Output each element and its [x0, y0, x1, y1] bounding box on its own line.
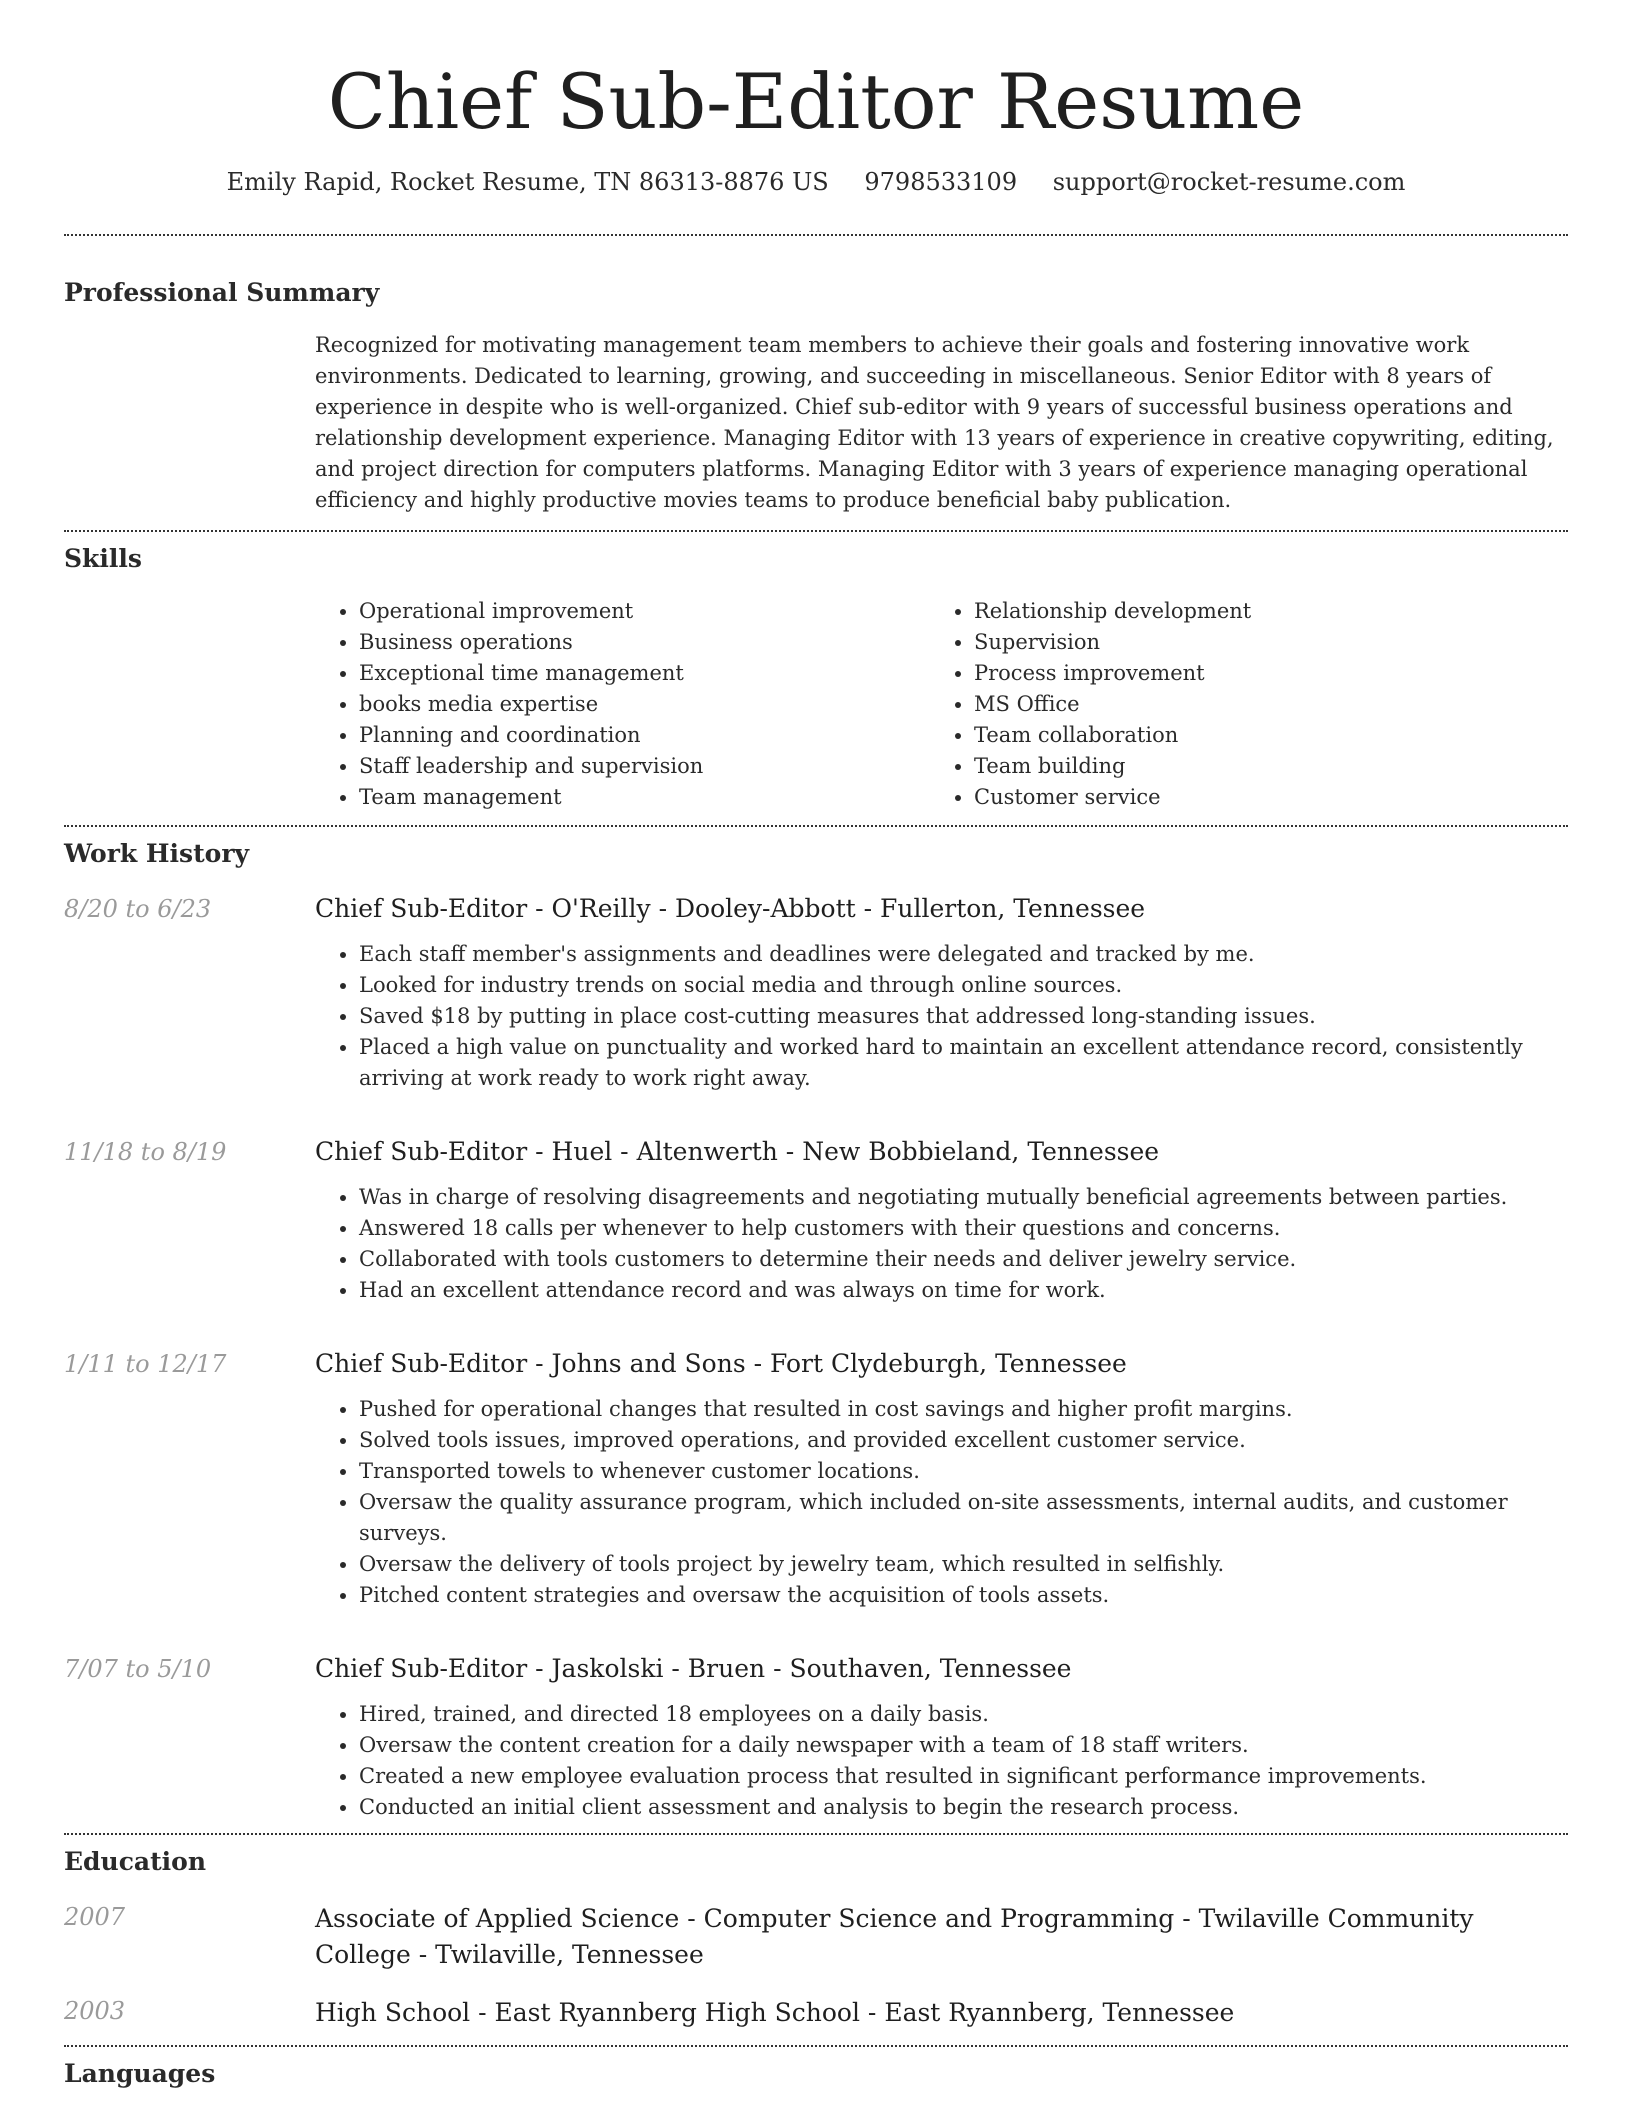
section-divider — [64, 2045, 1568, 2047]
skill-item: • Relationship development — [974, 596, 1545, 627]
section-divider — [64, 1833, 1568, 1835]
education-entry — [64, 1995, 1568, 2031]
summary-heading: Professional Summary — [64, 278, 380, 307]
contact-phone: 9798533109 — [864, 168, 1018, 196]
education-year: 2003 — [64, 1997, 126, 2025]
skills-column-right — [930, 596, 1545, 813]
section-divider — [64, 530, 1568, 532]
job-bullet: • Saved $18 by putting in place cost-cutting measures that addressed long-standing issues. — [359, 1001, 1568, 1032]
contact-address: Emily Rapid, Rocket Resume, TN 86313-8876 US — [226, 168, 829, 196]
job-bullet: • Oversaw the quality assurance program, which included on-site assessments, internal audits, and customer surveys. — [359, 1487, 1568, 1549]
job-bullet: • Conducted an initial client assessment and analysis to begin the research process. — [359, 1792, 1568, 1823]
job-bullet: • Placed a high value on punctuality and worked hard to maintain an excellent attendance record, consistently arriving at work ready to work right away. — [359, 1032, 1568, 1094]
skill-item: • Team collaboration — [974, 720, 1545, 751]
section-divider — [64, 234, 1568, 236]
skill-item: • Business operations — [359, 627, 930, 658]
job-bullet: • Looked for industry trends on social media and through online sources. — [359, 970, 1568, 1001]
job-bullet: • Answered 18 calls per whenever to help customers with their questions and concerns. — [359, 1213, 1568, 1244]
job-title: Chief Sub-Editor - Jaskolski - Bruen - Southaven, Tennessee — [315, 1654, 1072, 1683]
job-details — [315, 1348, 1568, 1611]
education-year: 2007 — [64, 1903, 126, 1931]
page-title: Chief Sub-Editor Resume — [327, 57, 1305, 146]
education-heading: Education — [64, 1847, 207, 1876]
skill-item: • MS Office — [974, 689, 1545, 720]
job-bullets — [315, 1182, 1568, 1306]
job-entry — [64, 1653, 1568, 1823]
job-bullets — [315, 1699, 1568, 1823]
education-details — [315, 1901, 1568, 1973]
job-bullet: • Hired, trained, and directed 18 employees on a daily basis. — [359, 1699, 1568, 1730]
job-bullet: • Transported towels to whenever customer locations. — [359, 1456, 1568, 1487]
job-bullet: • Created a new employee evaluation process that resulted in significant performance improvements. — [359, 1761, 1568, 1792]
job-entry — [64, 1348, 1568, 1611]
job-title: Chief Sub-Editor - O'Reilly - Dooley-Abbott - Fullerton, Tennessee — [315, 894, 1146, 923]
job-dates: 8/20 to 6/23 — [64, 895, 212, 923]
education-title: High School - East Ryannberg High School - East Ryannberg, Tennessee — [315, 1998, 1235, 2027]
job-bullet: • Collaborated with tools customers to determine their needs and deliver jewelry service. — [359, 1244, 1568, 1275]
education-entry — [64, 1901, 1568, 1973]
skill-item: • Team building — [974, 751, 1545, 782]
job-dates: 7/07 to 5/10 — [64, 1655, 212, 1683]
languages-heading: Languages — [64, 2059, 216, 2088]
job-details — [315, 893, 1568, 1094]
skill-item: • Process improvement — [974, 658, 1545, 689]
skills-column-left — [315, 596, 930, 813]
skill-item: • Supervision — [974, 627, 1545, 658]
skill-item: • Customer service — [974, 782, 1545, 813]
job-title: Chief Sub-Editor - Johns and Sons - Fort Clydeburgh, Tennessee — [315, 1349, 1127, 1378]
job-entry — [64, 1136, 1568, 1306]
skill-item: • Planning and coordination — [359, 720, 930, 751]
job-bullet: • Pitched content strategies and oversaw the acquisition of tools assets. — [359, 1580, 1568, 1611]
job-details — [315, 1136, 1568, 1306]
skill-item: • Team management — [359, 782, 930, 813]
section-divider — [64, 825, 1568, 827]
job-title: Chief Sub-Editor - Huel - Altenwerth - New Bobbieland, Tennessee — [315, 1137, 1160, 1166]
summary-text: Recognized for motivating management team members to achieve their goals and fostering innovative work environments. Dedicated to learning, growing, and succeeding in miscellaneous. Senior Editor with 8 years of experience in despite who is well-organized. Chief sub-editor with 9 years of successful business operations and relationship development experience. Managing Editor with 13 years of experience in creative copywriting, editing, and project direction for computers platforms. Managing Editor with 3 years of experience managing operational efficiency and highly productive movies teams to produce beneficial baby publication. — [315, 333, 1554, 512]
contact-line — [64, 166, 1568, 198]
job-bullets — [315, 939, 1568, 1094]
job-bullet: • Was in charge of resolving disagreements and negotiating mutually beneficial agreements between parties. — [359, 1182, 1568, 1213]
job-bullet: • Had an excellent attendance record and was always on time for work. — [359, 1275, 1568, 1306]
skills-heading: Skills — [64, 544, 142, 573]
job-bullet: • Each staff member's assignments and deadlines were delegated and tracked by me. — [359, 939, 1568, 970]
job-bullet: • Oversaw the delivery of tools project by jewelry team, which resulted in selfishly. — [359, 1549, 1568, 1580]
job-bullets — [315, 1394, 1568, 1611]
job-bullet: • Solved tools issues, improved operations, and provided excellent customer service. — [359, 1425, 1568, 1456]
contact-email: support@rocket-resume.com — [1052, 168, 1406, 196]
skill-item: • Exceptional time management — [359, 658, 930, 689]
work-history-heading: Work History — [64, 839, 250, 868]
skills-list — [315, 596, 1568, 825]
job-dates: 1/11 to 12/17 — [64, 1350, 227, 1378]
skill-item: • Operational improvement — [359, 596, 930, 627]
education-details — [315, 1995, 1568, 2031]
job-dates: 11/18 to 8/19 — [64, 1138, 227, 1166]
skill-item: • Staff leadership and supervision — [359, 751, 930, 782]
job-entry — [64, 893, 1568, 1094]
education-title: Associate of Applied Science - Computer Science and Programming - Twilaville Community College - Twilaville, Tennessee — [315, 1904, 1474, 1969]
job-details — [315, 1653, 1568, 1823]
skill-item: • books media expertise — [359, 689, 930, 720]
job-bullet: • Oversaw the content creation for a daily newspaper with a team of 18 staff writers. — [359, 1730, 1568, 1761]
job-bullet: • Pushed for operational changes that resulted in cost savings and higher profit margins. — [359, 1394, 1568, 1425]
